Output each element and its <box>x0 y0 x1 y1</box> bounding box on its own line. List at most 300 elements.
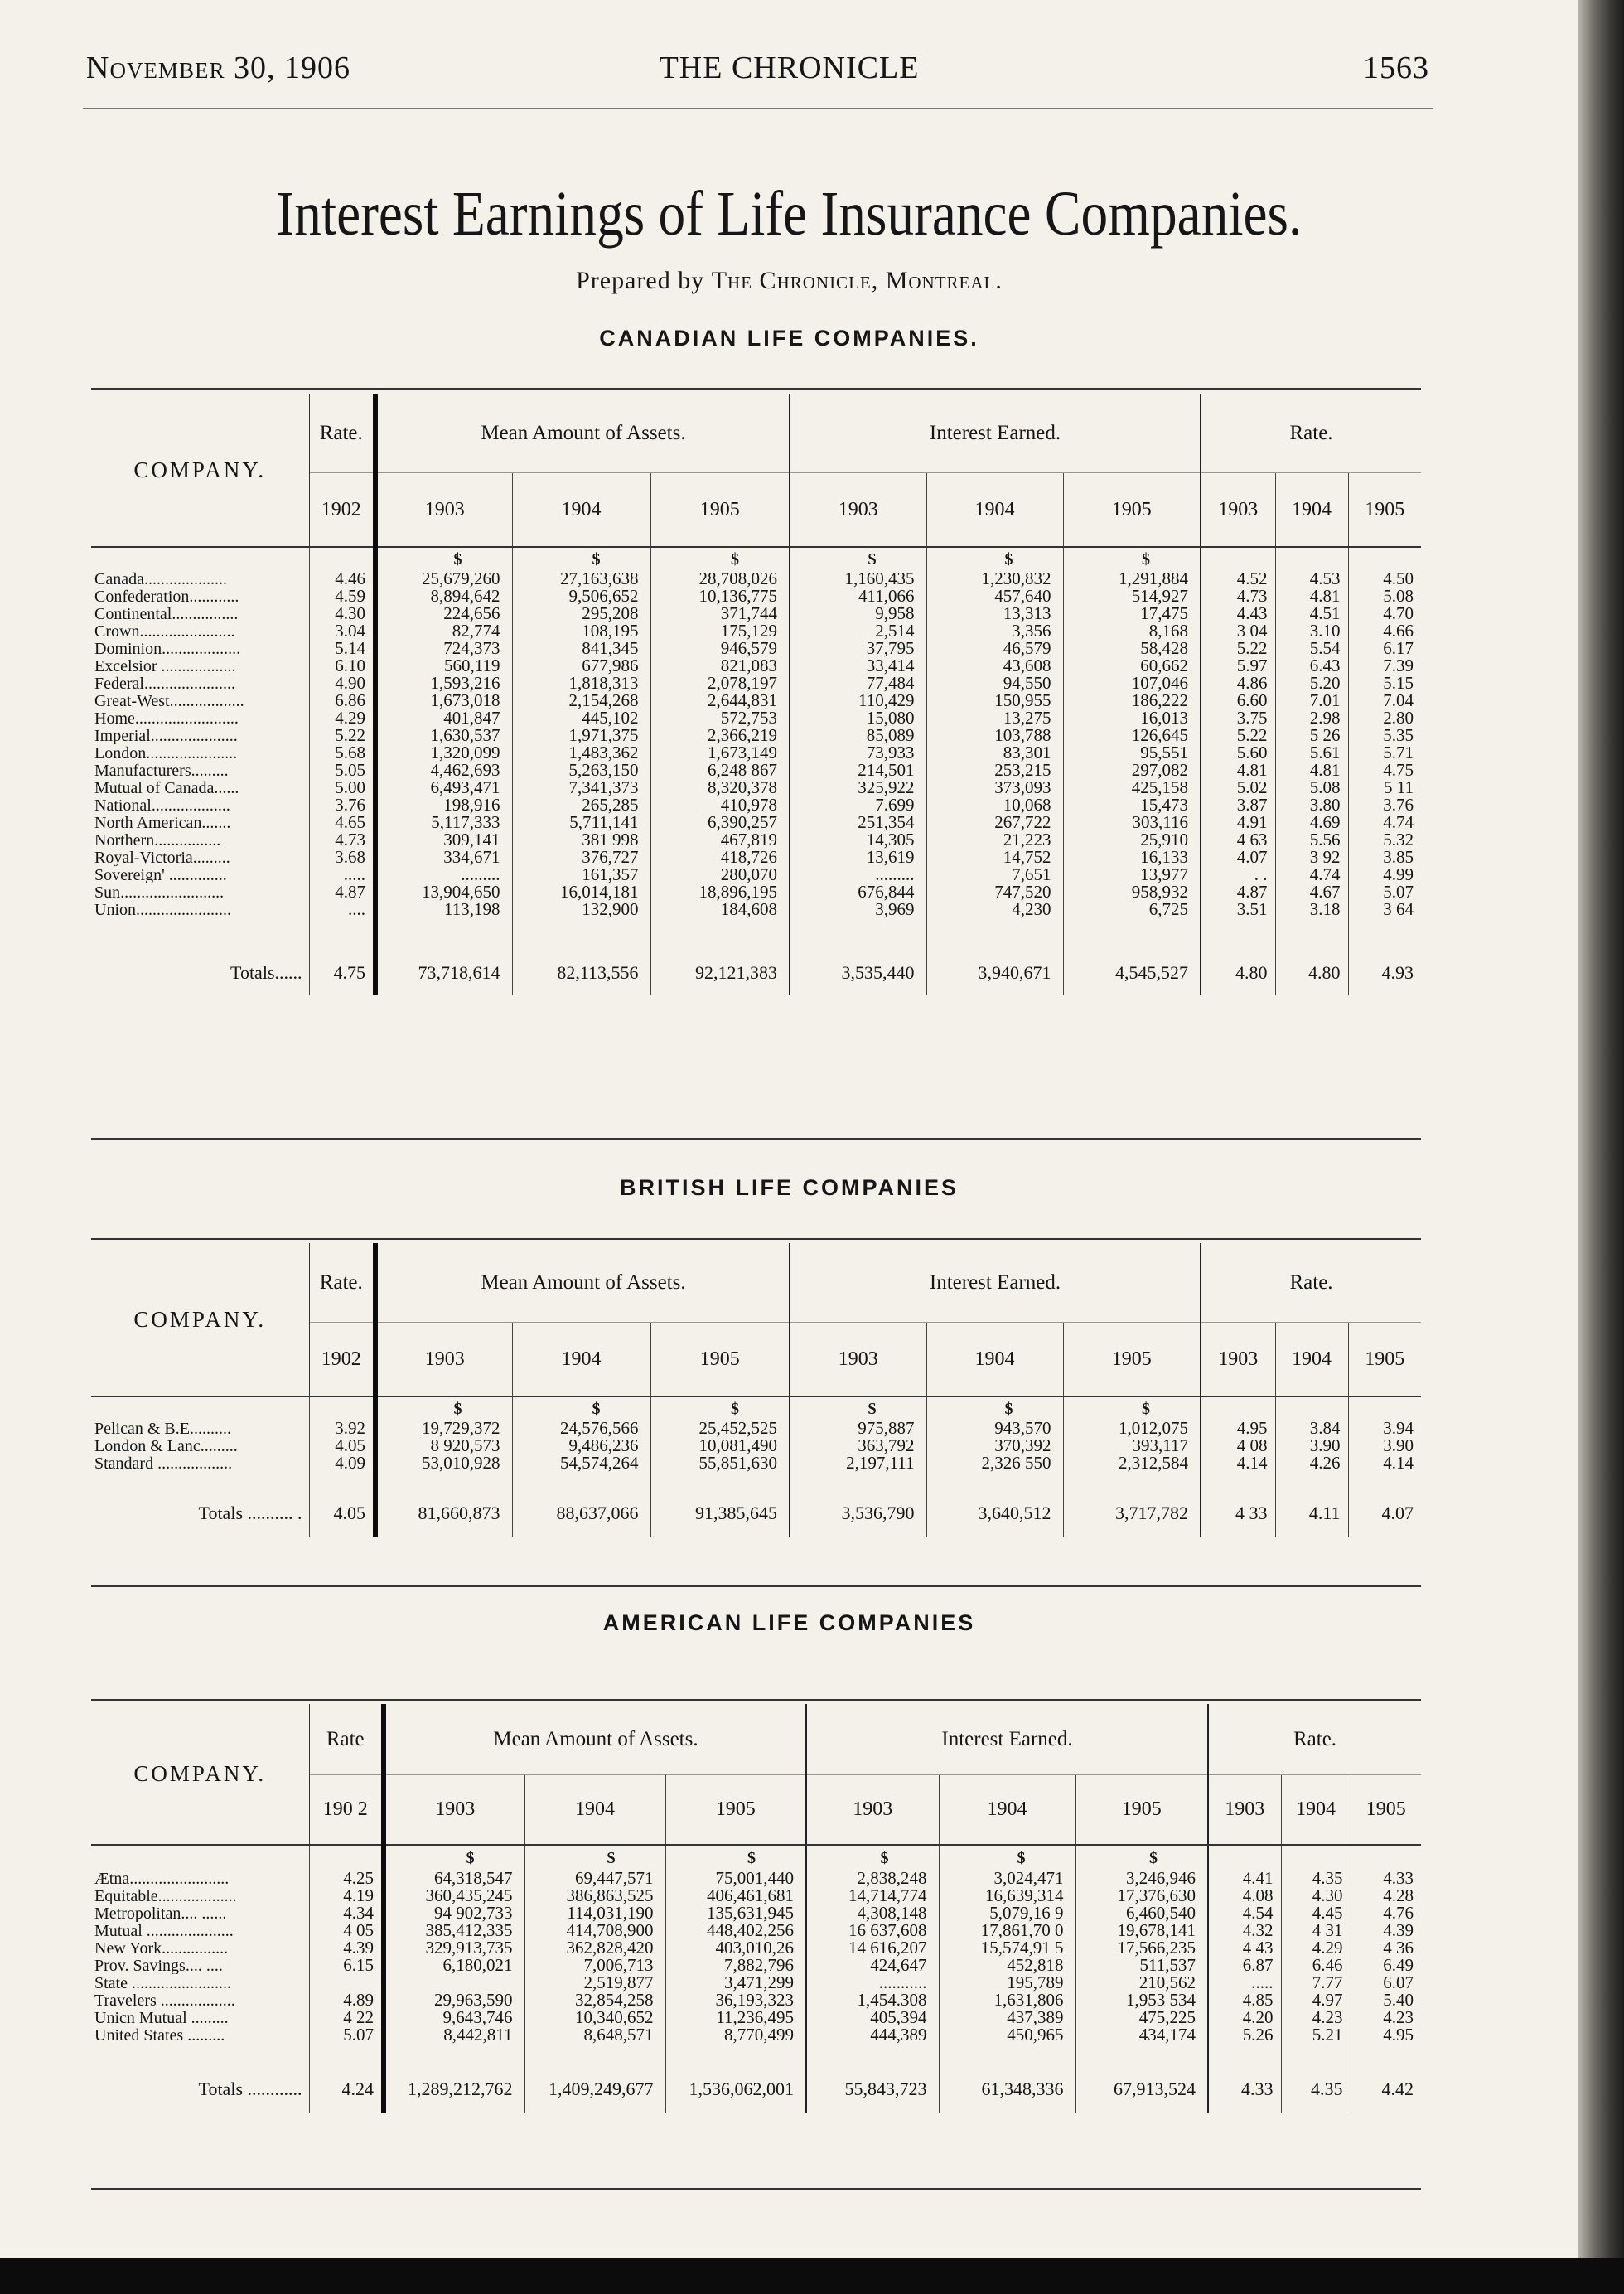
assets-1903-cell: 401,847 <box>375 709 512 727</box>
table-row <box>91 2009 1421 2026</box>
rate-1903-cell: 5.22 <box>1201 640 1275 657</box>
rate-1903-cell: 4.32 <box>1208 1922 1281 1939</box>
assets-1905-cell: 6,390,257 <box>650 814 790 831</box>
rate-1902-cell: 4.09 <box>309 1454 375 1472</box>
rate-1903-cell: 4.41 <box>1208 1870 1281 1887</box>
rate-1904-cell: 4.29 <box>1281 1939 1351 1957</box>
assets-1904-cell: 9,506,652 <box>512 588 650 605</box>
interest-1903-cell: 73,933 <box>790 744 926 762</box>
rate-1905-cell: 2.80 <box>1383 708 1414 728</box>
table-row <box>91 1437 1421 1454</box>
assets-1904-cell: 386,863,525 <box>524 1887 665 1904</box>
table-row <box>91 1904 1421 1922</box>
rate-1902-cell <box>309 1974 384 1992</box>
table-row <box>91 692 1421 709</box>
rate-1903-cell: 4.81 <box>1201 762 1275 779</box>
year-1904-header: 1904 <box>939 1774 1075 1845</box>
year-1905-header: 1905 <box>1063 1322 1201 1396</box>
company-name: Travelers .................. <box>91 1992 309 2009</box>
year-1902-header: 1902 <box>309 1322 375 1396</box>
rate-1905-cell: 3.76 <box>1383 795 1414 815</box>
interest-1905-cell: 126,645 <box>1063 727 1201 744</box>
total-interest-1903-cell: 3,536,790 <box>790 1490 926 1537</box>
company-name: Federal...................... <box>91 675 309 692</box>
interest-1903-cell: 85,089 <box>790 727 926 744</box>
interest-1903-cell: 424,647 <box>806 1957 939 1974</box>
interest-1905-cell: 25,910 <box>1063 831 1201 849</box>
rate-1905-cell: 4.95 <box>1383 2025 1414 2045</box>
rate-1902-cell: 5.07 <box>309 2026 384 2044</box>
assets-1904-cell: 27,163,638 <box>512 570 650 588</box>
interest-1903-cell: 1,160,435 <box>790 570 926 588</box>
assets-1905-cell: 18,896,195 <box>650 883 790 901</box>
total-interest-1905-cell: 67,913,524 <box>1075 2065 1208 2113</box>
assets-1904-cell: 376,727 <box>512 849 650 866</box>
total-rate-1904-cell: 4.80 <box>1275 951 1348 995</box>
interest-1905-cell: 107,046 <box>1063 675 1201 692</box>
currency-mark: $ <box>926 547 1063 570</box>
currency-row <box>91 1396 1421 1420</box>
rate-1905-cell: 4.74 <box>1383 812 1414 832</box>
rate-group-header: Rate. <box>1208 1704 1421 1774</box>
interest-1905-cell: 434,174 <box>1075 2026 1208 2044</box>
rate-1904-cell: 4.67 <box>1275 883 1348 901</box>
interest-1904-cell: 15,574,91 5 <box>939 1939 1075 1957</box>
rate-1903-cell: 4.73 <box>1201 588 1275 605</box>
british-rows <box>91 1420 1421 1472</box>
assets-1905-cell: 946,579 <box>650 640 790 657</box>
interest-1905-cell: 3,246,946 <box>1075 1870 1208 1887</box>
year-1904-header: 1904 <box>1275 1322 1348 1396</box>
rate-1903-cell: 4.91 <box>1201 814 1275 831</box>
interest-1904-cell: 10,068 <box>926 796 1063 814</box>
rate-1903-cell: 3 04 <box>1201 622 1275 640</box>
company-name: London & Lanc......... <box>91 1437 309 1454</box>
rate-1903-cell: 5.26 <box>1208 2026 1281 2044</box>
interest-1904-cell: 450,965 <box>939 2026 1075 2044</box>
rate-1903-cell: 5.60 <box>1201 744 1275 762</box>
total-rate-1902-cell: 4.05 <box>309 1490 375 1537</box>
assets-1905-cell: 371,744 <box>650 605 790 622</box>
spacer-row <box>91 918 1421 951</box>
interest-1903-cell: 13,619 <box>790 849 926 866</box>
interest-1904-cell: 103,788 <box>926 727 1063 744</box>
assets-1904-cell: 69,447,571 <box>524 1870 665 1887</box>
rate-1904-cell: 3.10 <box>1275 622 1348 640</box>
page-number: 1563 <box>1363 51 1429 85</box>
interest-1904-cell: 267,722 <box>926 814 1063 831</box>
interest-1903-cell: 14,305 <box>790 831 926 849</box>
year-1903-header: 1903 <box>790 1322 926 1396</box>
rate-1905-cell: 4.23 <box>1383 2007 1414 2027</box>
company-header: COMPANY. <box>91 1243 309 1396</box>
rate-1902-cell: 4 05 <box>309 1922 384 1939</box>
issue-date: November 30, 1906 <box>86 51 350 85</box>
rate-1904-cell: 4.81 <box>1275 588 1348 605</box>
interest-1904-cell: 457,640 <box>926 588 1063 605</box>
table-row <box>91 1974 1421 1992</box>
assets-1905-cell: 821,083 <box>650 657 790 675</box>
interest-1905-cell: 1,291,884 <box>1063 570 1201 588</box>
table-row <box>91 831 1421 849</box>
rate-1905-cell: 4.28 <box>1383 1885 1414 1905</box>
assets-1903-cell: 53,010,928 <box>375 1454 512 1472</box>
rate-1902-cell: .... <box>309 901 375 918</box>
table-row <box>91 1939 1421 1957</box>
rate-1904-cell: 3.80 <box>1275 796 1348 814</box>
table-row <box>91 657 1421 675</box>
company-header: COMPANY. <box>91 394 309 547</box>
rate-1905-cell: 5.08 <box>1383 586 1414 606</box>
american-section-title: AMERICAN LIFE COMPANIES <box>602 1610 976 1635</box>
company-name: National................... <box>91 796 309 814</box>
total-interest-1905-cell: 3,717,782 <box>1063 1490 1201 1537</box>
interest-1904-cell: 747,520 <box>926 883 1063 901</box>
assets-1903-cell: 8,442,811 <box>384 2026 524 2044</box>
assets-1904-cell: 2,154,268 <box>512 692 650 709</box>
assets-1905-cell: 410,978 <box>650 796 790 814</box>
assets-1904-cell: 32,854,258 <box>524 1992 665 2009</box>
rate-1905-cell: 4.76 <box>1383 1903 1414 1923</box>
table-row <box>91 1992 1421 2009</box>
assets-1903-cell: 309,141 <box>375 831 512 849</box>
rate-1903-cell: 6.60 <box>1201 692 1275 709</box>
running-head <box>0 50 1578 91</box>
rate-1904-cell: 4.51 <box>1275 605 1348 622</box>
assets-1904-cell: 7,006,713 <box>524 1957 665 1974</box>
rate-1903-cell: 3.75 <box>1201 709 1275 727</box>
interest-1904-cell: 253,215 <box>926 762 1063 779</box>
interest-1905-cell: 514,927 <box>1063 588 1201 605</box>
interest-1904-cell: 83,301 <box>926 744 1063 762</box>
rate-1905-cell: 5.32 <box>1383 830 1414 849</box>
interest-1904-cell: 14,752 <box>926 849 1063 866</box>
interest-1905-cell: 17,376,630 <box>1075 1887 1208 1904</box>
table-row <box>91 1957 1421 1974</box>
currency-mark: $ <box>1063 547 1201 570</box>
assets-1904-cell: 445,102 <box>512 709 650 727</box>
assets-1905-cell: 55,851,630 <box>650 1454 790 1472</box>
company-name: Metropolitan.... ...... <box>91 1904 309 1922</box>
rate-1903-cell: ..... <box>1208 1974 1281 1992</box>
rate-1902-cell: 4.59 <box>309 588 375 605</box>
assets-1903-cell: 724,373 <box>375 640 512 657</box>
rate-1903-cell: 6.87 <box>1208 1957 1281 1974</box>
assets-1903-cell: 6,493,471 <box>375 779 512 796</box>
table-row <box>91 1420 1421 1437</box>
interest-1904-cell: 13,313 <box>926 605 1063 622</box>
rate-1904-cell: 3 92 <box>1275 849 1348 866</box>
rate-1902-cell: 6.86 <box>309 692 375 709</box>
interest-1905-cell: 17,566,235 <box>1075 1939 1208 1957</box>
rate-1905-cell: 7.39 <box>1383 656 1414 675</box>
interest-1904-cell: 46,579 <box>926 640 1063 657</box>
currency-mark: $ <box>790 1396 926 1420</box>
interest-1903-cell: 1,454.308 <box>806 1992 939 2009</box>
rate-1903-cell: 4 08 <box>1201 1437 1275 1454</box>
rate-1904-cell: 5.08 <box>1275 779 1348 796</box>
assets-1904-cell: 1,818,313 <box>512 675 650 692</box>
interest-1903-cell: 2,197,111 <box>790 1454 926 1472</box>
rate-1904-cell: 5.21 <box>1281 2026 1351 2044</box>
rate-1905-cell: 3 64 <box>1383 899 1414 919</box>
company-name: North American....... <box>91 814 309 831</box>
rate-1903-cell: 4.86 <box>1201 675 1275 692</box>
assets-1904-cell: 1,483,362 <box>512 744 650 762</box>
canadian-table-top-rule <box>91 388 1421 390</box>
spacer-row <box>91 2044 1421 2065</box>
rate-1905-cell: 3.85 <box>1383 847 1414 867</box>
company-name: Ætna........................ <box>91 1870 309 1887</box>
table-row <box>91 883 1421 901</box>
currency-mark: $ <box>375 547 512 570</box>
assets-1905-cell: 36,193,323 <box>665 1992 806 2009</box>
assets-1903-cell: 1,320,099 <box>375 744 512 762</box>
interest-1904-cell: 150,955 <box>926 692 1063 709</box>
total-assets-1903-cell: 1,289,212,762 <box>384 2065 524 2113</box>
total-assets-1905-cell: 91,385,645 <box>650 1490 790 1537</box>
totals-label: Totals...... <box>91 951 309 995</box>
assets-1904-cell: 132,900 <box>512 901 650 918</box>
totals-row <box>91 1490 1421 1537</box>
rate-1902-cell: 4.39 <box>309 1939 384 1957</box>
assets-1905-cell: 11,236,495 <box>665 2009 806 2026</box>
interest-1905-cell: 15,473 <box>1063 796 1201 814</box>
assets-1903-cell: 64,318,547 <box>384 1870 524 1887</box>
company-name: Confederation............ <box>91 588 309 605</box>
currency-row <box>91 1845 1421 1870</box>
interest-1903-cell: 110,429 <box>790 692 926 709</box>
total-assets-1904-cell: 88,637,066 <box>512 1490 650 1537</box>
company-name: Equitable................... <box>91 1887 309 1904</box>
assets-1903-cell: 1,630,537 <box>375 727 512 744</box>
year-1903-header: 1903 <box>806 1774 939 1845</box>
assets-1904-cell: 24,576,566 <box>512 1420 650 1437</box>
subtitle-prefix: Prepared by <box>576 267 712 294</box>
rate-1902-cell: 3.68 <box>309 849 375 866</box>
interest-1903-cell: 405,394 <box>806 2009 939 2026</box>
interest-1904-cell: 16,639,314 <box>939 1887 1075 1904</box>
rate-1903-cell: 4.43 <box>1201 605 1275 622</box>
year-1904-header: 1904 <box>926 472 1063 547</box>
interest-1903-cell: 14 616,207 <box>806 1939 939 1957</box>
interest-1904-cell: 43,608 <box>926 657 1063 675</box>
rate-1902-cell: 3.76 <box>309 796 375 814</box>
spacer-row <box>91 1472 1421 1490</box>
rate-1902-cell: 4.73 <box>309 831 375 849</box>
totals-row <box>91 951 1421 995</box>
assets-1905-cell: 403,010,26 <box>665 1939 806 1957</box>
rate-1904-cell: 2.98 <box>1275 709 1348 727</box>
article-subtitle <box>0 267 1578 295</box>
rate-1904-cell: 7.77 <box>1281 1974 1351 1992</box>
interest-1904-cell: 5,079,16 9 <box>939 1904 1075 1922</box>
assets-1905-cell: 280,070 <box>650 866 790 883</box>
interest-1903-cell: 2,514 <box>790 622 926 640</box>
year-1903-header: 1903 <box>375 472 512 547</box>
assets-1903-cell: 1,593,216 <box>375 675 512 692</box>
rate-1904-cell: 4.26 <box>1275 1454 1348 1472</box>
rate-1904-cell: 5.54 <box>1275 640 1348 657</box>
company-name: Standard .................. <box>91 1454 309 1472</box>
rate-1903-cell: 4.08 <box>1208 1887 1281 1904</box>
total-assets-1903-cell: 81,660,873 <box>375 1490 512 1537</box>
interest-1904-cell: 17,861,70 0 <box>939 1922 1075 1939</box>
assets-1904-cell: 161,357 <box>512 866 650 883</box>
company-name: Canada.................... <box>91 570 309 588</box>
interest-1905-cell: 16,133 <box>1063 849 1201 866</box>
currency-mark: $ <box>650 547 790 570</box>
british-table-bottom-rule <box>91 1585 1421 1587</box>
rate-1905-cell: 4.70 <box>1383 603 1414 623</box>
interest-1905-cell: 186,222 <box>1063 692 1201 709</box>
american-table-top-rule <box>91 1699 1421 1701</box>
assets-1904-cell: 265,285 <box>512 796 650 814</box>
company-name: Home......................... <box>91 709 309 727</box>
assets-1903-cell: 8 920,573 <box>375 1437 512 1454</box>
company-name: Sun......................... <box>91 883 309 901</box>
interest-1904-cell: 21,223 <box>926 831 1063 849</box>
rate-1905-cell: 4 36 <box>1383 1938 1414 1958</box>
total-interest-1905-cell: 4,545,527 <box>1063 951 1201 995</box>
interest-1904-cell: 195,789 <box>939 1974 1075 1992</box>
assets-1905-cell: 406,461,681 <box>665 1887 806 1904</box>
rate-1902-cell: 6.15 <box>309 1957 384 1974</box>
interest-1903-cell: 7.699 <box>790 796 926 814</box>
rate-1905-cell: 5.35 <box>1383 725 1414 745</box>
rate-1905-cell: 5.15 <box>1383 673 1414 693</box>
rate-1902-cell: 4.29 <box>309 709 375 727</box>
rate-1904-cell: 4.74 <box>1275 866 1348 883</box>
rate-1905-cell: 5.71 <box>1383 743 1414 762</box>
company-name: Great-West.................. <box>91 692 309 709</box>
assets-1904-cell: 7,341,373 <box>512 779 650 796</box>
table-row <box>91 814 1421 831</box>
table-row <box>91 849 1421 866</box>
interest-1904-cell: 943,570 <box>926 1420 1063 1437</box>
assets-1904-cell: 841,345 <box>512 640 650 657</box>
currency-mark: $ <box>665 1845 806 1870</box>
totals-row <box>91 2065 1421 2113</box>
interest-1905-cell: 210,562 <box>1075 1974 1208 1992</box>
year-1905-header: 1905 <box>1075 1774 1208 1845</box>
assets-1904-cell: 9,486,236 <box>512 1437 650 1454</box>
assets-1903-cell: 8,894,642 <box>375 588 512 605</box>
company-name: Pelican & B.E.......... <box>91 1420 309 1437</box>
currency-row <box>91 547 1421 570</box>
interest-1905-cell: 8,168 <box>1063 622 1201 640</box>
mean-assets-header: Mean Amount of Assets. <box>375 1243 790 1322</box>
company-name: State ........................ <box>91 1974 309 1992</box>
interest-1903-cell: 676,844 <box>790 883 926 901</box>
company-name: New York................ <box>91 1939 309 1957</box>
assets-1903-cell: 113,198 <box>375 901 512 918</box>
interest-1903-cell: 37,795 <box>790 640 926 657</box>
rate-1904-cell: 6.46 <box>1281 1957 1351 1974</box>
totals-label: Totals ............ <box>91 2065 309 2113</box>
rate-1903-cell: 4 43 <box>1208 1939 1281 1957</box>
rate-1905-cell: 4.14 <box>1383 1453 1414 1473</box>
rate-1905-cell: 6.49 <box>1383 1955 1414 1975</box>
rate-1902-cell: 4 22 <box>309 2009 384 2026</box>
assets-1905-cell: 1,673,149 <box>650 744 790 762</box>
total-interest-1903-cell: 3,535,440 <box>790 951 926 995</box>
rate-1904-cell: 4.23 <box>1281 2009 1351 2026</box>
canadian-table <box>91 394 1421 995</box>
rate-1903-cell: 4.87 <box>1201 883 1275 901</box>
rate-1904-cell: 5.20 <box>1275 675 1348 692</box>
interest-1904-cell: 3,356 <box>926 622 1063 640</box>
assets-1905-cell: 2,078,197 <box>650 675 790 692</box>
interest-1905-cell: 475,225 <box>1075 2009 1208 2026</box>
rate-group-header: Rate. <box>1201 1243 1421 1322</box>
rate-1902-cell: 4.34 <box>309 1904 384 1922</box>
table-row <box>91 622 1421 640</box>
assets-1905-cell: 8,320,378 <box>650 779 790 796</box>
total-assets-1904-cell: 1,409,249,677 <box>524 2065 665 2113</box>
rate-1904-cell: 3.90 <box>1275 1437 1348 1454</box>
assets-1905-cell: 572,753 <box>650 709 790 727</box>
total-interest-1904-cell: 3,940,671 <box>926 951 1063 995</box>
assets-1903-cell: 6,180,021 <box>384 1957 524 1974</box>
american-table <box>91 1704 1421 2113</box>
assets-1905-cell: 448,402,256 <box>665 1922 806 1939</box>
year-1902-header: 190 2 <box>309 1774 384 1845</box>
year-1905-header: 1905 <box>1348 472 1421 547</box>
assets-1905-cell: 8,770,499 <box>665 2026 806 2044</box>
interest-1905-cell: 303,116 <box>1063 814 1201 831</box>
rate-1902-cell: 4.30 <box>309 605 375 622</box>
assets-1903-cell: 5,117,333 <box>375 814 512 831</box>
assets-1904-cell: 8,648,571 <box>524 2026 665 2044</box>
currency-mark: $ <box>939 1845 1075 1870</box>
company-name: Mutual of Canada...... <box>91 779 309 796</box>
year-1903-header: 1903 <box>1201 472 1275 547</box>
interest-1904-cell: 7,651 <box>926 866 1063 883</box>
interest-1905-cell: 958,932 <box>1063 883 1201 901</box>
interest-1905-cell: 6,460,540 <box>1075 1904 1208 1922</box>
rate-1902-cell: 4.90 <box>309 675 375 692</box>
rate-1903-cell: 3.87 <box>1201 796 1275 814</box>
interest-1905-cell: 393,117 <box>1063 1437 1201 1454</box>
year-1905-header: 1905 <box>1351 1774 1421 1845</box>
assets-1903-cell: 198,916 <box>375 796 512 814</box>
rate-1902-cell: 5.68 <box>309 744 375 762</box>
company-name: Crown....................... <box>91 622 309 640</box>
company-name: United States ......... <box>91 2026 309 2044</box>
year-1904-header: 1904 <box>512 472 650 547</box>
year-1905-header: 1905 <box>650 1322 790 1396</box>
article-title: Interest Earnings of Life Insurance Companies. <box>276 179 1303 249</box>
assets-1904-cell: 54,574,264 <box>512 1454 650 1472</box>
assets-1904-cell: 2,519,877 <box>524 1974 665 1992</box>
total-assets-1903-cell: 73,718,614 <box>375 951 512 995</box>
rate-1904-cell: 4 31 <box>1281 1922 1351 1939</box>
interest-1903-cell: 251,354 <box>790 814 926 831</box>
total-rate-1905-cell: 4.93 <box>1381 962 1414 983</box>
interest-1904-cell: 3,024,471 <box>939 1870 1075 1887</box>
assets-1905-cell: 25,452,525 <box>650 1420 790 1437</box>
interest-1905-cell: 2,312,584 <box>1063 1454 1201 1472</box>
interest-1904-cell: 437,389 <box>939 2009 1075 2026</box>
rate-1905-cell: 4.33 <box>1383 1868 1414 1888</box>
rate-1904-cell: 3.18 <box>1275 901 1348 918</box>
assets-1903-cell: ......... <box>375 866 512 883</box>
interest-1905-cell: 297,082 <box>1063 762 1201 779</box>
company-name: Northern................ <box>91 831 309 849</box>
header-row-groups <box>91 1704 1421 1774</box>
assets-1903-cell: 82,774 <box>375 622 512 640</box>
